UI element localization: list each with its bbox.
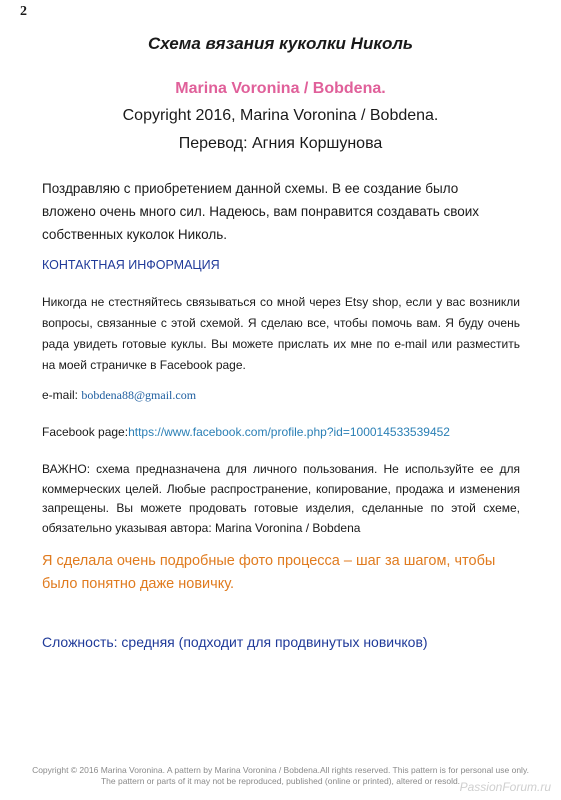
email-link[interactable]: bobdena88@gmail.com	[81, 388, 197, 402]
facebook-label: Facebook page:	[42, 425, 129, 439]
copyright-line: Copyright 2016, Marina Voronina / Bobdena.	[122, 107, 439, 124]
document-title: Схема вязания куколки Николь	[148, 34, 413, 53]
author-name: Marina Voronina / Bobdena.	[175, 80, 386, 97]
footer-line-2: The pattern or parts of it may not be reproduced, published (online or printed), altered or resold.	[100, 776, 461, 786]
email-line	[42, 388, 196, 403]
facebook-line	[42, 425, 450, 439]
important-notice: ВАЖНО: схема предназначена для личного пользования. Не используйте ее для коммерческих целей. Любые распространение, копирование, продажа и изменения запрещены. Вы можете продовать готовые изделия, сделанные по этой схеме, обязательно указывая автора: Marina Voronina / Bobdena	[42, 462, 520, 535]
facebook-link[interactable]: https://www.facebook.com/profile.php?id=100014533539452	[128, 425, 450, 439]
footer-line-1: Copyright © 2016 Marina Voronina. A pattern by Marina Voronina / Bobdena.All rights reserved. This pattern is for personal use only.	[32, 765, 529, 775]
difficulty-level: Сложность: средняя (подходит для продвинутых новичков)	[42, 634, 428, 650]
contact-paragraph: Никогда не стестняйтесь связываться со мной через Etsy shop, если у вас возникли вопросы, связанные с этой схемой. Я сделаю все, чтобы помочь вам. Я буду очень рада увидеть готовые куклы. Вы можете прислать их мне по e-mail или разместить на моей страничке в Facebook page.	[42, 295, 520, 372]
watermark: PassionForum.ru	[459, 780, 551, 794]
translation-credit: Перевод: Агния Коршунова	[178, 135, 383, 152]
contact-heading: КОНТАКТНАЯ ИНФОРМАЦИЯ	[42, 258, 220, 272]
email-label: e-mail:	[42, 388, 82, 402]
page-number: 2	[20, 4, 27, 19]
photo-note: Я сделала очень подробные фото процесса – шаг за шагом, чтобы было понятно даже новичку.	[42, 553, 496, 592]
intro-paragraph: Поздравляю с приобретением данной схемы. В ее создание было вложено очень много сил. Надеюсь, вам понравится создавать своих собственных куколок Николь.	[42, 181, 480, 242]
